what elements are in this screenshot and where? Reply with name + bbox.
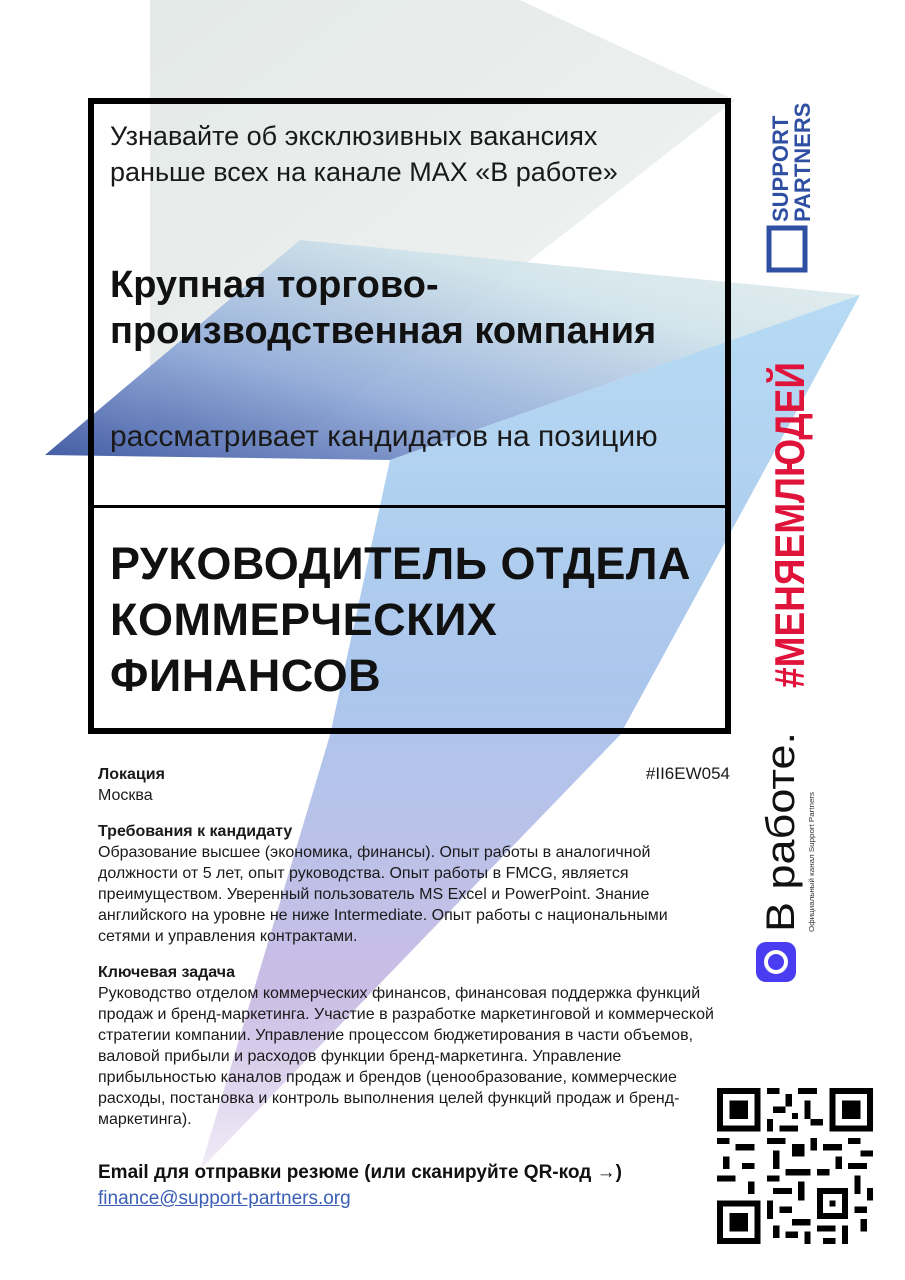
location-value: Москва — [98, 787, 153, 804]
channel-logo — [752, 730, 818, 995]
location-label: Локация — [98, 766, 165, 783]
key-task-label: Ключевая задача — [98, 964, 235, 981]
email-link[interactable]: finance@support-partners.org — [98, 1188, 351, 1209]
logo-line2: PARTNERS — [790, 102, 815, 222]
hashtag-text: #МЕНЯЕМЛЮДЕЙ — [766, 318, 813, 688]
requirements-label: Требования к кандидату — [98, 823, 293, 840]
email-block — [98, 1161, 622, 1213]
location-section — [98, 764, 718, 806]
email-label: Email для отправки резюме (или сканируйте QR-код →) — [98, 1162, 622, 1183]
considers-text: рассматривает кандидатов на позицию — [110, 420, 658, 453]
support-partners-logo — [760, 100, 815, 276]
qr-code[interactable] — [717, 1088, 873, 1244]
company-name: Крупная торгово-производственная компания — [110, 264, 657, 352]
logo-line1: SUPPORT — [768, 115, 793, 222]
key-task-value: Руководство отделом коммерческих финансов, финансовая поддержка функций продаж и бренд-маркетинга. Участие в разработке маркетинговой и коммерческой стратегии компании. Управление процессом бюджетирования в части объемов, валовой прибыли и расходов функции бренд-маркетинга. Управление прибыльностью каналов продаж и брендов (ценообразование, коммерческие расходы, постановка и контроль выполнения целей функций продаж и бренд-маркетинга). — [98, 985, 714, 1128]
intro-text: Узнавайте об эксклюзивных вакансиях раньше всех на канале MAX «В работе» — [110, 121, 618, 187]
channel-name: В работе. — [759, 754, 803, 932]
app-icon — [756, 942, 796, 982]
hashtag-vertical — [758, 318, 813, 690]
requirements-section — [98, 821, 718, 947]
requirements-value: Образование высшее (экономика, финансы). Опыт работы в аналогичной должности от 5 лет, опыт руководства. Опыт работы в FMCG, является преимуществом. Уверенный пользователь MS Excel и PowerPoint. Знание английского на уровне не ниже Intermediate. Опыт работы с национальными сетями и управления контрактами. — [98, 844, 668, 945]
channel-subtitle: Официальный канал Support Partners — [809, 808, 816, 932]
position-title: РУКОВОДИТЕЛЬ ОТДЕЛА КОММЕРЧЕСКИХ ФИНАНСОВ — [110, 538, 692, 701]
key-task-section — [98, 962, 718, 1130]
vacancy-code: #II6EW054 — [645, 764, 730, 783]
